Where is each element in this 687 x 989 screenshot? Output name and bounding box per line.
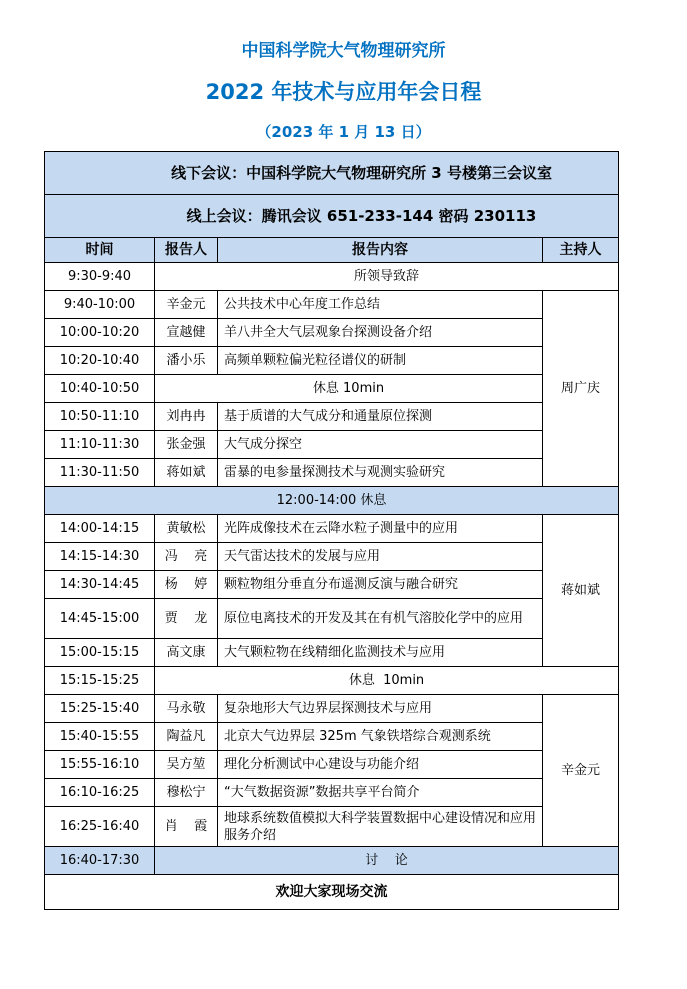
row-topic: 光阵成像技术在云降水粒子测量中的应用 <box>218 515 543 543</box>
session-host: 蒋如斌 <box>543 515 619 667</box>
row-time: 11:10-11:30 <box>45 431 155 459</box>
table-row <box>45 319 619 347</box>
table-row <box>45 487 619 515</box>
row-time: 15:40-15:55 <box>45 723 155 751</box>
row-topic: 理化分析测试中心建设与功能介绍 <box>218 751 543 779</box>
row-topic: 复杂地形大气边界层探测技术与应用 <box>218 695 543 723</box>
row-speaker: 穆松宁 <box>155 779 218 807</box>
table-row <box>45 751 619 779</box>
table-row <box>45 807 619 847</box>
col-header-topic: 报告内容 <box>218 238 543 263</box>
row-topic: 大气颗粒物在线精细化监测技术与应用 <box>218 639 543 667</box>
row-speaker: 黄敏松 <box>155 515 218 543</box>
row-speaker: 贾 龙 <box>155 599 218 639</box>
table-row <box>45 347 619 375</box>
row-break: 休息 10min <box>155 667 619 695</box>
row-topic: 原位电离技术的开发及其在有机气溶胶化学中的应用 <box>218 599 543 639</box>
table-row <box>45 431 619 459</box>
row-speaker: 潘小乐 <box>155 347 218 375</box>
row-time: 16:40-17:30 <box>45 847 155 875</box>
row-speaker: 刘冉冉 <box>155 403 218 431</box>
row-time: 10:40-10:50 <box>45 375 155 403</box>
row-time: 16:25-16:40 <box>45 807 155 847</box>
row-topic: 雷暴的电参量探测技术与观测实验研究 <box>218 459 543 487</box>
row-time: 16:10-16:25 <box>45 779 155 807</box>
row-time: 9:40-10:00 <box>45 291 155 319</box>
table-row <box>45 459 619 487</box>
row-time: 15:00-15:15 <box>45 639 155 667</box>
row-topic: 颗粒物组分垂直分布遥测反演与融合研究 <box>218 571 543 599</box>
offline-venue: 线下会议：中国科学院大气物理研究所 3 号楼第三会议室 <box>45 152 619 195</box>
table-row <box>45 599 619 639</box>
row-speaker: 马永敬 <box>155 695 218 723</box>
institute-name: 中国科学院大气物理研究所 <box>241 41 446 61</box>
row-break: 休息 10min <box>155 375 543 403</box>
table-row <box>45 291 619 319</box>
row-topic: 地球系统数值模拟大科学装置数据中心建设情况和应用服务介绍 <box>218 807 543 847</box>
table-row <box>45 263 619 291</box>
table-row <box>45 639 619 667</box>
row-topic: 大气成分探空 <box>218 431 543 459</box>
row-time: 10:00-10:20 <box>45 319 155 347</box>
row-time: 14:00-14:15 <box>45 515 155 543</box>
row-time: 10:50-11:10 <box>45 403 155 431</box>
col-header-host: 主持人 <box>543 238 619 263</box>
table-row <box>45 847 619 875</box>
row-speaker: 陶益凡 <box>155 723 218 751</box>
row-time: 15:55-16:10 <box>45 751 155 779</box>
row-item: 所领导致辞 <box>155 263 619 291</box>
row-topic: “大气数据资源”数据共享平台简介 <box>218 779 543 807</box>
table-row <box>45 695 619 723</box>
row-speaker: 杨 婷 <box>155 571 218 599</box>
row-time: 15:25-15:40 <box>45 695 155 723</box>
table-row <box>45 779 619 807</box>
row-time: 14:30-14:45 <box>45 571 155 599</box>
row-speaker: 辛金元 <box>155 291 218 319</box>
table-row <box>45 571 619 599</box>
row-speaker: 张金强 <box>155 431 218 459</box>
row-topic: 高频单颗粒偏光粒径谱仪的研制 <box>218 347 543 375</box>
table-row <box>45 723 619 751</box>
page-title: 2022 年技术与应用年会日程 <box>205 80 482 104</box>
schedule-table <box>44 151 619 910</box>
row-time: 10:20-10:40 <box>45 347 155 375</box>
table-row <box>45 375 619 403</box>
row-time: 15:15-15:25 <box>45 667 155 695</box>
session-host: 周广庆 <box>543 291 619 487</box>
col-header-time: 时间 <box>45 238 155 263</box>
row-speaker: 吴方堃 <box>155 751 218 779</box>
table-row <box>45 667 619 695</box>
row-time: 9:30-9:40 <box>45 263 155 291</box>
row-speaker: 宣越健 <box>155 319 218 347</box>
row-discussion: 讨 论 <box>155 847 619 875</box>
meeting-date: （2023 年 1 月 13 日） <box>256 123 431 141</box>
row-time: 14:45-15:00 <box>45 599 155 639</box>
row-speaker: 高文康 <box>155 639 218 667</box>
row-time: 14:15-14:30 <box>45 543 155 571</box>
row-time: 11:30-11:50 <box>45 459 155 487</box>
lunch-break: 12:00-14:00 休息 <box>45 487 619 515</box>
session-host: 辛金元 <box>543 695 619 847</box>
row-topic: 羊八井全大气层观象台探测设备介绍 <box>218 319 543 347</box>
row-topic: 天气雷达技术的发展与应用 <box>218 543 543 571</box>
row-topic: 基于质谱的大气成分和通量原位探测 <box>218 403 543 431</box>
online-venue: 线上会议：腾讯会议 651-233-144 密码 230113 <box>45 195 619 238</box>
table-row <box>45 543 619 571</box>
col-header-speaker: 报告人 <box>155 238 218 263</box>
table-header <box>45 238 619 263</box>
table-row <box>45 515 619 543</box>
closing-note: 欢迎大家现场交流 <box>45 875 619 910</box>
row-topic: 北京大气边界层 325m 气象铁塔综合观测系统 <box>218 723 543 751</box>
row-speaker: 蒋如斌 <box>155 459 218 487</box>
row-speaker: 肖 霞 <box>155 807 218 847</box>
row-topic: 公共技术中心年度工作总结 <box>218 291 543 319</box>
row-speaker: 冯 亮 <box>155 543 218 571</box>
table-row <box>45 403 619 431</box>
